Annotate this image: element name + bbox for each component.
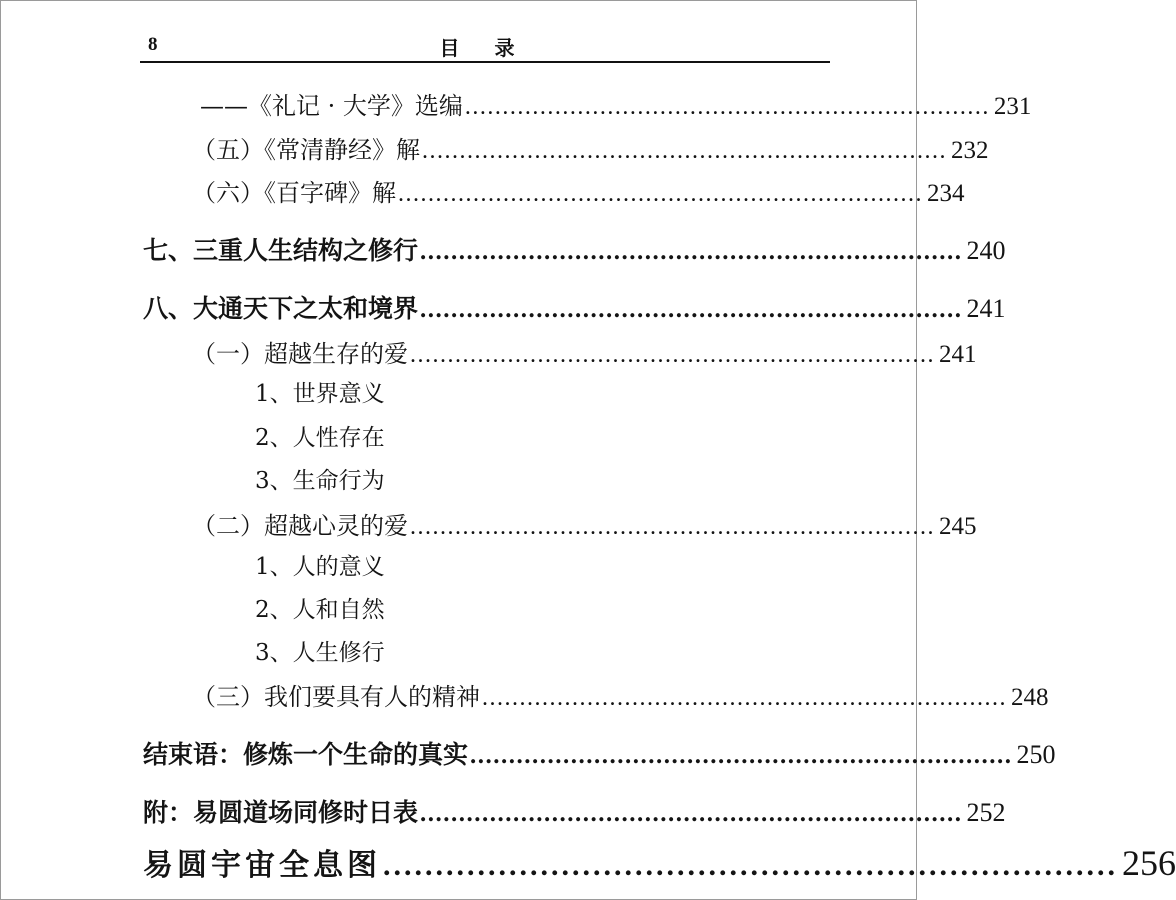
toc-entry-liji-daxue xyxy=(200,86,1032,121)
toc-subentry xyxy=(255,591,385,624)
toc-entry-title: 1、人的意义 xyxy=(255,554,385,580)
toc-entry-title: 3、人生修行 xyxy=(255,640,385,666)
toc-entry-title: 2、人和自然 xyxy=(255,597,385,623)
toc-page-number: 232 xyxy=(951,137,989,164)
toc-entry-section-2 xyxy=(192,506,977,541)
toc-leader-dots: ...................................................................... xyxy=(398,181,923,207)
toc-subentry xyxy=(255,375,385,408)
toc-leader-dots: ...................................................................... xyxy=(482,685,1007,711)
toc-subentry xyxy=(255,548,385,581)
toc-entry-hologram xyxy=(143,840,1176,884)
toc-entry-title: （六）《百字碑》解 xyxy=(192,179,396,207)
toc-page-number: 250 xyxy=(1016,740,1056,769)
toc-leader-dots: ...................................................................... xyxy=(383,849,1118,882)
toc-leader-dots: ...................................................................... xyxy=(410,514,935,540)
toc-entry-title: 1、世界意义 xyxy=(255,381,385,407)
toc-subentry xyxy=(255,462,385,495)
toc-entry-title: 3、生命行为 xyxy=(255,468,385,494)
toc-page-number: 231 xyxy=(993,93,1032,120)
toc-entry-title: 附：易圆道场同修时日表 xyxy=(143,798,419,827)
toc-page-number: 240 xyxy=(966,236,1006,265)
toc-leader-dots: ...................................................................... xyxy=(422,138,947,164)
toc-entry-section-1 xyxy=(192,334,977,369)
toc-leader-dots: ...................................................................... xyxy=(410,342,935,368)
toc-page-number: 245 xyxy=(939,513,977,540)
toc-subentry xyxy=(255,419,385,452)
toc-entry-section-3 xyxy=(192,677,1049,712)
header-rule xyxy=(140,61,830,63)
toc-leader-dots: ...................................................................... xyxy=(420,238,963,265)
toc-entry-title: （一）超越生存的爱 xyxy=(192,340,408,368)
toc-leader-dots: ...................................................................... xyxy=(420,800,963,827)
toc-leader-dots: ...................................................................... xyxy=(470,742,1013,769)
toc-page-number: 252 xyxy=(966,798,1006,827)
toc-entry-baizibei xyxy=(192,173,965,208)
toc-entry-conclusion xyxy=(143,735,1056,771)
toc-subentry xyxy=(255,634,385,667)
toc-entry-title: （五）《常清静经》解 xyxy=(192,136,420,164)
toc-entry-chapter-7 xyxy=(143,231,1006,267)
toc-entry-title: 结束语：修炼一个生命的真实 xyxy=(143,740,469,769)
toc-entry-chapter-8 xyxy=(143,289,1006,325)
toc-page-number: 256 xyxy=(1122,843,1176,883)
toc-entry-title: （二）超越心灵的爱 xyxy=(192,512,408,540)
toc-entry-title: 2、人性存在 xyxy=(255,425,385,451)
toc-page-number: 241 xyxy=(966,294,1006,323)
toc-leader-dots: ...................................................................... xyxy=(464,94,990,120)
toc-entry-appendix xyxy=(143,793,1006,829)
toc-entry-title: 七、三重人生结构之修行 xyxy=(143,236,419,265)
page-header xyxy=(140,28,828,62)
toc-page-number: 241 xyxy=(939,341,977,368)
page-title: 目 录 xyxy=(439,36,529,60)
toc-entry-title: 八、大通天下之太和境界 xyxy=(143,294,419,323)
toc-entry-title: 易圆宇宙全息图 xyxy=(143,848,381,883)
toc-page-number: 234 xyxy=(927,180,965,207)
toc-entry-title: （三）我们要具有人的精神 xyxy=(192,683,480,711)
toc-leader-dots: ...................................................................... xyxy=(420,296,963,323)
toc-entry-title: ——《礼记 · 大学》选编 xyxy=(200,92,463,120)
toc-page-number: 248 xyxy=(1011,684,1049,711)
page-number: 8 xyxy=(148,34,158,55)
toc-entry-changqingjing xyxy=(192,130,989,165)
